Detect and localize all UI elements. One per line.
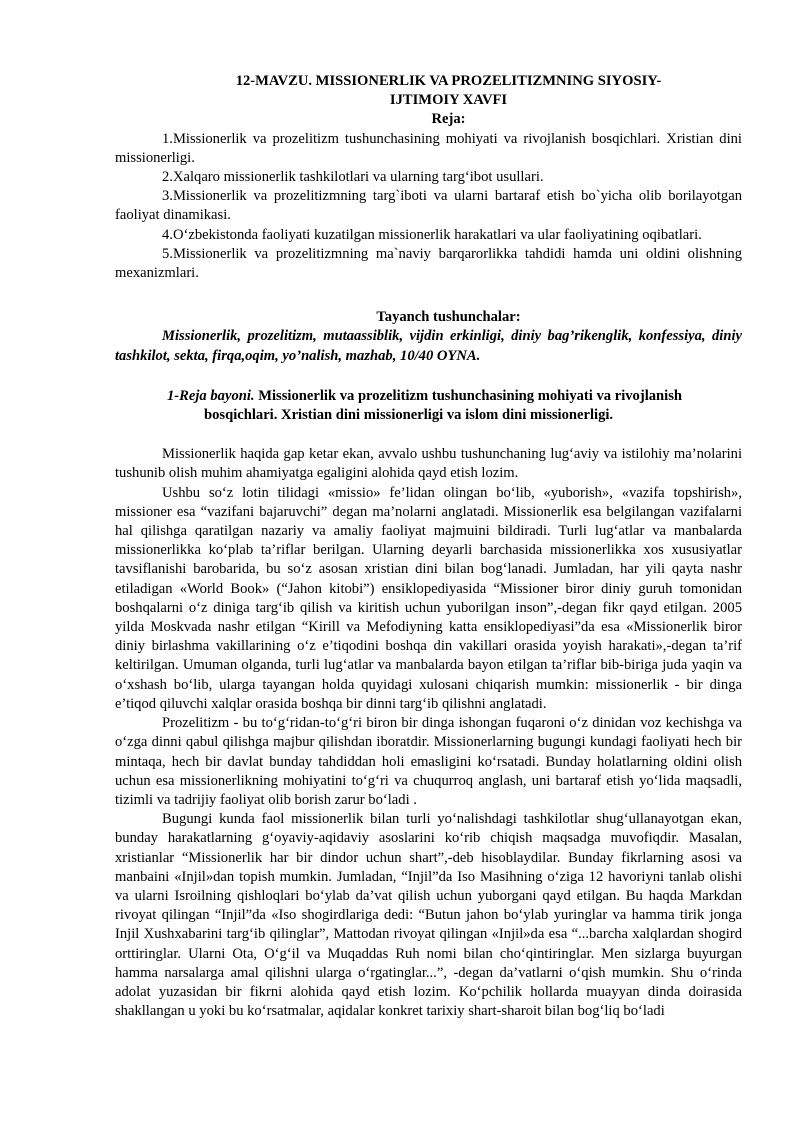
body-paragraph-3: Prozelitizm - bu to‘g‘ridan-to‘g‘ri biron bir dinga ishongan fuqaroni o‘z dinidan voz kechishga va o‘zga dinni qabul qilishga majbur qilishdan iboratdir. Missionerlarning bugungi kundagi faoliyati hech bir mintaqa, hech bir davlat bunday tahdiddan holi emasligini ko‘rsatadi. Bunday holatlarning oldini olish uchun esa missionerlikning mohiyatini to‘g‘ri va chuqurroq anglash, uni bartaraf etish yo‘lida maqsadli, tizimli va tadrijiy faoliyat olib borish zarur bo‘ladi . [115, 715, 742, 808]
key-concepts-heading: Tayanch tushunchalar: [376, 309, 521, 326]
title-line-1: 12-MAVZU. MISSIONERLIK VA PROZELITIZMNING SIYOSIY- [235, 73, 662, 89]
spacer [115, 425, 742, 445]
spacer [115, 366, 742, 387]
key-concepts-text: Missionerlik, prozelitizm, mutaassiblik, vijdin erkinligi, diniy bag’rikenglik, konfessiya, diniy tashkilot, sekta, firqa,oqim, yo’nalish, mazhab, 10/40 OYNA. [115, 328, 742, 364]
plan-item-4: 4.O‘zbekistonda faoliyati kuzatilgan missionerlik harakatlari va ular faoliyatining oqibatlari. [162, 226, 702, 243]
plan-item-3: 3.Missionerlik va prozelitizmning targ`iboti va ularni bartaraf etish bo`yicha olib borilayotgan faoliyat dinamikasi. [115, 188, 742, 224]
body-paragraph-2: Ushbu so‘z lotin tilidagi «missio» fe’lidan olingan bo‘lib, «yuborish», «vazifa topshirish», missioner esa “vazifani bajaruvchi” degan ma’nolarni anglatadi. Missionerlik esa belgilangan vazifalarni hal qilishga qaratilgan nazariy va amaliy faoliyat majmuini bildiradi. Turli lug‘atlar va manbalarda missionerlikka ko‘plab ta’riflar berilgan. Ularning deyarli barchasida missionerlikka xos xususiyatlar tavsiflanishi barobarida, bu so‘z asosan xristian dini bilan bog‘lanadi. Jumladan, har yili qayta nashr etiladigan «World Book» (“Jahon kitobi”) ensiklopediyasida “Missioner biror diniy guruh tomonidan boshqalarni o‘z diniga targ‘ib qilish va kiritish uchun yuborilgan inson”,-degan fikr qayd etilgan. 2005 yilda Moskvada nashr etilgan “Kirill va Mefodiyning katta ensiklopediyasi”da esa «Missionerlik biror diniy birlashma vakillarining o‘z e’tiqodini boshqa din vakillari orasida yoyish harakati»,-degan ta’rif keltirilgan. Umuman olganda, turli lug‘atlar va manbalarda bayon etilgan ta’riflar bib-biriga juda yaqin va o‘xshash bo‘lib, ularga tayangan holda quyidagi xulosani chiqarish mumkin: missionerlik - bir dinga e’tiqod qiluvchi xalqlar orasida boshqa bir dinni targ‘ib qilishni anglatadi. [115, 484, 742, 712]
body-paragraph-1: Missionerlik haqida gap ketar ekan, avvalo ushbu tushunchaning lug‘aviy va istilohiy ma’nolarini tushunib olish muhim ahamiyatga egaligini alohida qayd etish lozim. [115, 446, 742, 482]
spacer [115, 283, 742, 302]
document-title [155, 72, 742, 110]
plan-item-1: 1.Missionerlik va prozelitizm tushunchasining mohiyati va rivojlanish bosqichlari. Xristian dini missionerligi. [115, 130, 742, 166]
title-line-2: IJTIMOIY XAVFI [389, 92, 508, 109]
plan-item-5: 5.Missionerlik va prozelitizmning ma`naviy barqarorlikka tahdidi hamda uni oldini olishning mexanizmlari. [115, 245, 742, 282]
plan-heading: Reja: [431, 111, 466, 128]
section-heading [167, 387, 742, 425]
body-paragraph-4: Bugungi kunda faol missionerlik bilan turli yo‘nalishdagi tashkilotlar shug‘ullanayotgan ekan, bunday harakatlarning g‘oyaviy-aqidaviy asoslarini ko‘rib chiqish maqsadga muvofiqdir. Masalan, xristianlar “Missionerlik har bir dindor uchun shart”,-deb hisoblaydilar. Bunday fikrlarning asosi va manbaini «Injil»dan topish mumkin. Jumladan, “Injil”da Iso Masihning o‘ziga 12 havoriyni tanlab olishi va ularni Isroilning qishloqlari bo‘ylab da’vat qilish uchun yuborgani qayd etilgan. Bu haqda Markdan rivoyat qilingan “Injil”da «Iso shogirdlariga dedi: “Butun jahon bo‘ylab yuringlar va hamma tirik jonga Injil Xushxabarini targ‘ib qilinglar”, Mattodan rivoyat qilingan «Injil»da esa “...barcha xalqlardan shogird orttiringlar. Ularni Ota, O‘g‘il va Muqaddas Ruh nomi bilan cho‘qintiringlar. Men sizlarga buyurgan hamma narsalarga amal qilishni ularga o‘rgatinglar...”, -degan da’vatlarni o‘qish mumkin. Shu o‘rinda adolat yuzasidan bir fikrni alohida qayd etish lozim. Ko‘pchilik hollarda muayyan dinda doirasida shakllangan u yoki bu ko‘rsatmalar, aqidalar konkret tarixiy shart-sharoit bilan bog‘liq bo‘ladi [115, 811, 742, 1020]
document-page [115, 72, 742, 1021]
section-title-line-1: Missionerlik va prozelitizm tushunchasining mohiyati va rivojlanish [258, 387, 683, 404]
section-lead: 1-Reja bayoni. [167, 387, 255, 404]
plan-item-2: 2.Xalqaro missionerlik tashkilotlari va ularning targ‘ibot usullari. [162, 169, 544, 186]
section-title-line-2: bosqichlari. Xristian dini missionerligi va islom dini missionerligi. [204, 407, 614, 424]
